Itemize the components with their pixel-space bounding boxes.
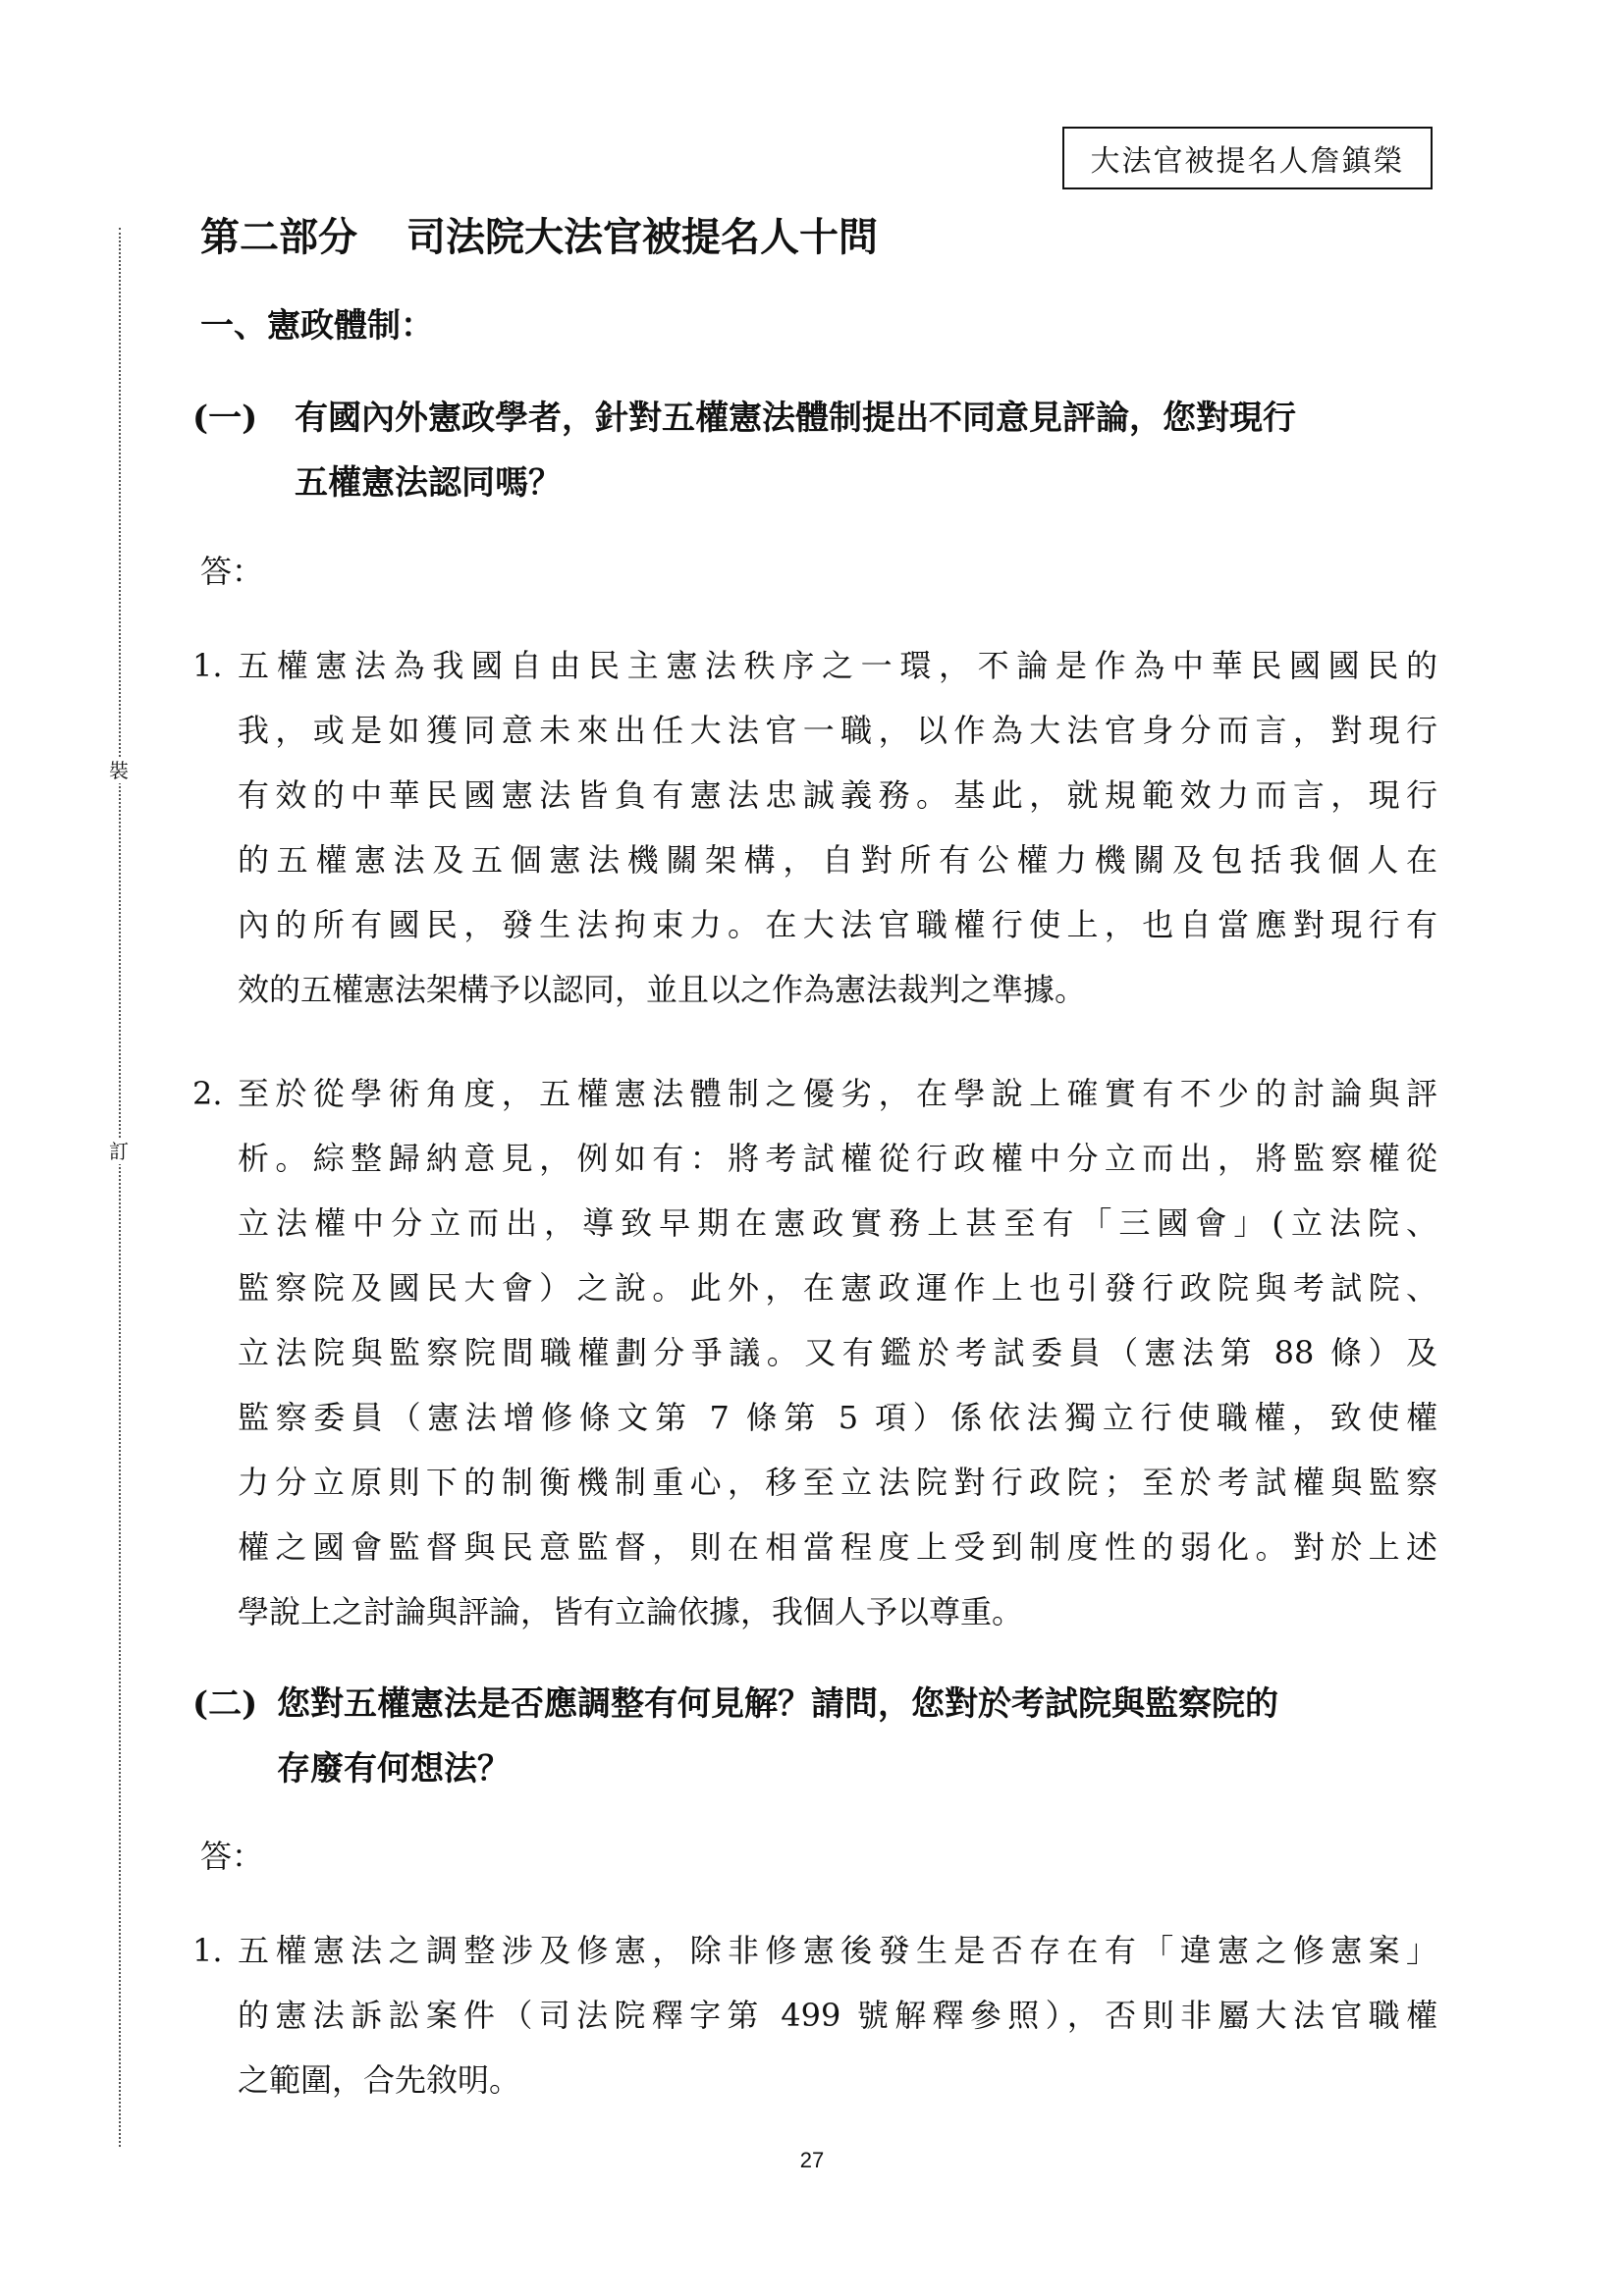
paragraph-number: 1. xyxy=(192,1932,223,1969)
paragraph-line: 析。綜整歸納意見，例如有：將考試權從行政權中分立而出，將監察權從 xyxy=(238,1140,1437,1177)
paragraph-line: 權之國會監督與民意監督，則在相當程度上受到制度性的弱化。對於上述 xyxy=(238,1528,1437,1566)
paragraph-line: 五權憲法為我國自由民主憲法秩序之一環，不論是作為中華民國國民的 xyxy=(238,647,1437,684)
paragraph-line: 立法院與監察院間職權劃分爭議。又有鑑於考試委員（憲法第 88 條）及 xyxy=(238,1334,1437,1371)
paragraph-line: 至於從學術角度，五權憲法體制之優劣，在學說上確實有不少的討論與評 xyxy=(238,1075,1437,1112)
subsection-heading: 一、憲政體制： xyxy=(200,306,434,346)
answer-1-paragraph-1 xyxy=(192,633,1437,1022)
paragraph-line: 五權憲法之調整涉及修憲，除非修憲後發生是否存在有「違憲之修憲案」 xyxy=(238,1932,1437,1969)
paragraph-line: 學說上之討論與評論，皆有立論依據，我個人予以尊重。 xyxy=(238,1593,1024,1630)
paragraph-line: 之範圍，合先敘明。 xyxy=(238,2061,521,2099)
section-part: 第二部分 xyxy=(200,214,357,260)
question-2-line: 存廢有何想法？ xyxy=(277,1749,511,1789)
question-2-line: 您對五權憲法是否應調整有何見解？請問，您對於考試院與監察院的 xyxy=(277,1684,1278,1724)
section-title-text: 司法院大法官被提名人十問 xyxy=(406,214,878,260)
paragraph-number: 1. xyxy=(192,647,223,684)
answer-1-paragraph-2 xyxy=(192,1061,1437,1644)
paragraph-line: 效的五權憲法架構予以認同，並且以之作為憲法裁判之準據。 xyxy=(238,971,1087,1008)
paragraph-line: 內的所有國民，發生法拘束力。在大法官職權行使上，也自當應對現行有 xyxy=(238,906,1437,943)
paragraph-line: 的五權憲法及五個憲法機關架構，自對所有公權力機關及包括我個人在 xyxy=(238,841,1437,879)
paragraph-line: 監察委員（憲法增修條文第 7 條第 5 項）係依法獨立行使職權，致使權 xyxy=(238,1399,1437,1436)
question-1-number: (一) xyxy=(192,399,258,438)
answer-2-paragraph-1 xyxy=(192,1918,1437,2112)
question-1-line: 有國內外憲政學者，針對五權憲法體制提出不同意見評論，您對現行 xyxy=(295,399,1296,438)
paragraph-line: 的憲法訴訟案件（司法院釋字第 499 號解釋參照），否則非屬大法官職權 xyxy=(238,1997,1437,2034)
nominee-label-box: 大法官被提名人詹鎮榮 xyxy=(1062,127,1433,189)
answer-2-label: 答： xyxy=(200,1838,264,1875)
question-1 xyxy=(192,386,1439,515)
binding-mark-bottom: 訂 xyxy=(102,1139,135,1164)
binding-margin-line xyxy=(119,228,121,2147)
paragraph-line: 有效的中華民國憲法皆負有憲法忠誠義務。基此，就規範效力而言，現行 xyxy=(238,776,1437,814)
binding-mark-top: 裝 xyxy=(102,758,135,783)
question-2-number: (二) xyxy=(192,1684,258,1724)
question-1-line: 五權憲法認同嗎？ xyxy=(295,463,562,503)
page-number: 27 xyxy=(799,2148,825,2172)
paragraph-number: 2. xyxy=(192,1075,223,1112)
paragraph-line: 我，或是如獲同意未來出任大法官一職，以作為大法官身分而言，對現行 xyxy=(238,712,1437,749)
paragraph-line: 監察院及國民大會）之說。此外，在憲政運作上也引發行政院與考試院、 xyxy=(238,1269,1437,1307)
section-title xyxy=(200,208,878,267)
paragraph-line: 立法權中分立而出，導致早期在憲政實務上甚至有「三國會」(立法院、 xyxy=(238,1204,1437,1242)
answer-1-label: 答： xyxy=(200,553,264,590)
paragraph-line: 力分立原則下的制衡機制重心，移至立法院對行政院；至於考試權與監察 xyxy=(238,1464,1437,1501)
question-2 xyxy=(192,1672,1439,1801)
